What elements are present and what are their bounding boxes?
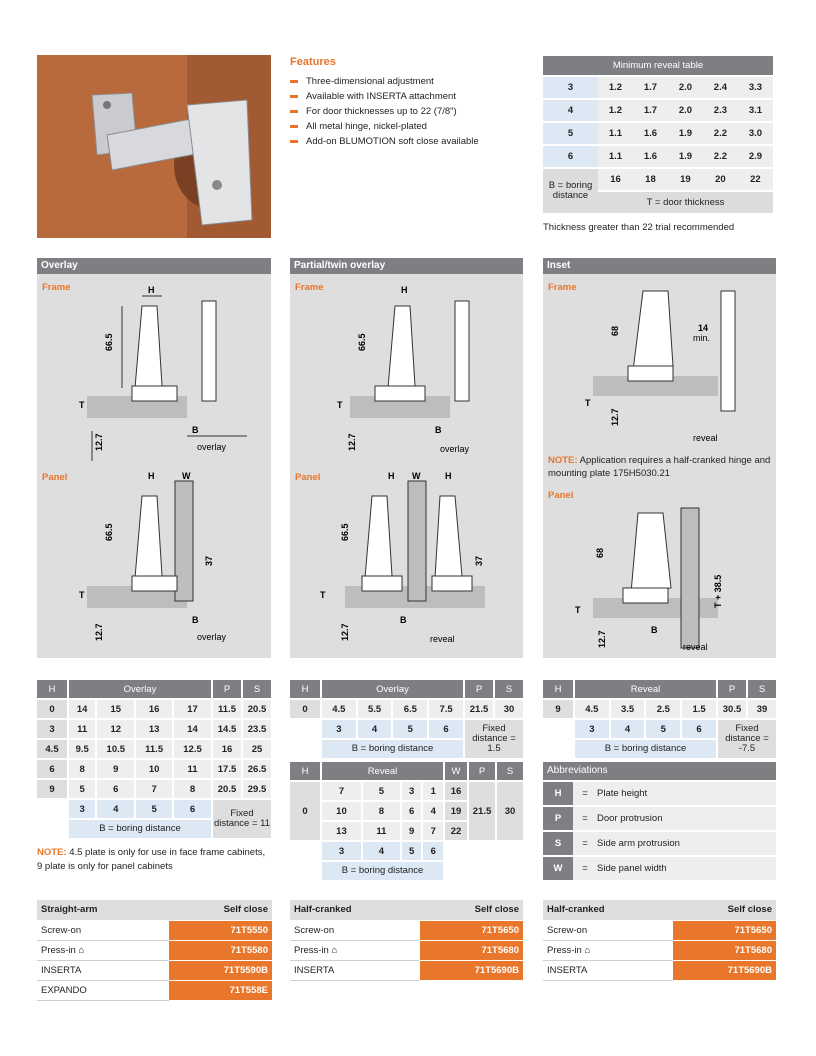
press-in-icon: ⌂ [584, 944, 591, 956]
minimum-reveal-table: Minimum reveal table 3 1.2 1.7 2.0 2.4 3.3 4 1.2 1.7 2.0 2.3 3.1 5 1.1 1.6 1.9 2.2 3.0 6 1.1 1.6 1.9 2.2 2.9 B = boring distance 16 18 19 20 22 T = door thickness [543, 56, 773, 215]
svg-text:12.7: 12.7 [347, 433, 357, 451]
straight-arm-order-table: Straight-arm Self close Screw-on 71T5550 Press-in ⌂ 71T5580 INSERTA 71T5590B EXPANDO 71T558E [37, 900, 272, 1001]
fixed-distance: Fixed distance = 1.5 [465, 720, 523, 758]
half-cranked-order-table: Half-cranked Self close Screw-on 71T5650 Press-in ⌂ 71T5680 INSERTA 71T5690B [290, 900, 523, 981]
table-row: 3 11 12 13 14 14.5 23.5 [37, 720, 271, 738]
svg-text:T: T [337, 400, 343, 410]
svg-text:reveal: reveal [683, 642, 708, 652]
svg-text:T: T [320, 590, 326, 600]
features-block [290, 56, 530, 149]
dim-127: 12.7 [94, 433, 104, 451]
svg-text:T: T [585, 398, 591, 408]
table-row: 13 11 9 7 22 [290, 822, 523, 840]
svg-text:37: 37 [474, 555, 484, 566]
abbreviation-row: P = Door protrusion [543, 807, 776, 830]
t-label: T = door thickness [598, 191, 773, 214]
inset-panel-title: Inset [543, 258, 776, 274]
svg-text:66.5: 66.5 [104, 523, 114, 541]
svg-text:reveal: reveal [693, 433, 718, 443]
inset-table: H Reveal P S 9 4.5 3.5 2.5 1.5 30.5 39 3 4 5 6 Fixed distance = -7.5 B = boring distance [541, 678, 778, 760]
feature-item: All metal hinge, nickel-plated [290, 119, 530, 134]
dim-14: 14 [698, 323, 709, 333]
b-label: B = boring distance [543, 168, 598, 214]
hinge-photo [37, 55, 271, 238]
table-row: 9 4.5 3.5 2.5 1.5 30.5 39 [543, 700, 776, 718]
svg-text:B: B [435, 425, 442, 435]
table-row: 0 7 5 3 1 16 21.5 30 [290, 782, 523, 800]
abbreviation-row: S = Side arm protrusion [543, 832, 776, 855]
svg-text:B: B [651, 625, 658, 635]
inset-frame-diagram [543, 276, 776, 456]
table-row: 0 14 15 16 17 11.5 20.5 [37, 700, 271, 718]
feature-item: Available with INSERTA attachment [290, 89, 530, 104]
fixed-distance: Fixed distance = -7.5 [718, 720, 776, 758]
dim-b: B [192, 425, 199, 435]
inset-panel: Inset Frame 68 14 min. T 12.7 reveal NOTE: Application requires a half-cranked hinge and mounting plate 175H5030.21 Panel 68 T + 38.5 T 12.7 B reveal [543, 258, 776, 658]
overlay-panel-title: Overlay [37, 258, 271, 274]
panel-label: Panel [42, 472, 68, 483]
feature-item: Add-on BLUMOTION soft close available [290, 134, 530, 149]
dim-665: 66.5 [104, 333, 114, 351]
fixed-distance: Fixed distance = 11 [213, 800, 271, 838]
dim-min: min. [693, 333, 711, 343]
partial-reveal-table: H Reveal W P S 0 7 5 3 1 16 21.5 30 10 8 6 4 19 13 11 9 7 22 3 4 5 6 B = boring distance [288, 760, 525, 882]
dim-t385: T + 38.5 [713, 574, 723, 608]
svg-text:overlay: overlay [440, 444, 470, 454]
frame-label: Frame [42, 282, 71, 293]
dim-68: 68 [610, 325, 620, 336]
dim-w: W [182, 471, 191, 481]
abbreviations-title: Abbreviations [543, 762, 776, 780]
svg-text:12.7: 12.7 [340, 623, 350, 641]
features-title: Features [290, 56, 336, 68]
overlay-frame-diagram [37, 276, 271, 466]
svg-text:B: B [192, 615, 199, 625]
svg-text:B: B [400, 615, 407, 625]
plate-note: NOTE: 4.5 plate is only for use in face frame cabinets, 9 plate is only for panel cabinets [37, 847, 266, 872]
dim-t: T [79, 400, 85, 410]
inset-note: NOTE: Application requires a half-cranked hinge and mounting plate 175H5030.21 [548, 455, 771, 479]
partial-frame-diagram [290, 276, 523, 466]
svg-text:H: H [401, 285, 408, 295]
dim-reveal: reveal [430, 634, 455, 644]
svg-text:H: H [148, 471, 155, 481]
abbreviation-row: H = Plate height [543, 782, 776, 805]
feature-item: Three-dimensional adjustment [290, 74, 530, 89]
partial-overlay-table: H Overlay P S 0 4.5 5.5 6.5 7.5 21.5 30 3 4 5 6 Fixed distance = 1.5 B = boring distance [288, 678, 525, 760]
svg-text:12.7: 12.7 [94, 623, 104, 641]
partial-panel-diagram [290, 466, 523, 656]
svg-text:H: H [388, 471, 395, 481]
feature-item: For door thicknesses up to 22 (7/8") [290, 104, 530, 119]
dim-37: 37 [204, 555, 214, 566]
table-row: 10 8 6 4 19 [290, 802, 523, 820]
partial-overlay-panel: Partial/twin overlay Frame H 66.5 T 12.7 B overlay Panel H W H 66.5 37 T 12.7 B reveal [290, 258, 523, 658]
svg-text:H: H [445, 471, 452, 481]
overlay-panel-diagram [37, 466, 271, 656]
table-row: 6 8 9 10 11 17.5 26.5 [37, 760, 271, 778]
svg-text:T: T [575, 605, 581, 615]
overlay-table: H Overlay P S 0 14 15 16 17 11.5 20.5 3 11 12 13 14 14.5 23.5 4.5 9.5 10.5 11.5 12.5 16 25 6 8 9 10 11 17.5 26.5 9 5 6 7 8 20.5 29.5 3 4 5 6 Fixed distance = 11 B = boring distance [35, 678, 273, 840]
overlay-panel [37, 258, 271, 658]
inset-panel-diagram [543, 498, 776, 658]
press-in-icon: ⌂ [331, 944, 338, 956]
svg-text:66.5: 66.5 [340, 523, 350, 541]
table-row: 4.5 9.5 10.5 11.5 12.5 16 25 [37, 740, 271, 758]
partial-panel-title: Partial/twin overlay [290, 258, 523, 274]
dim-h: H [148, 285, 155, 295]
svg-text:overlay: overlay [197, 632, 227, 642]
svg-text:68: 68 [595, 547, 605, 558]
svg-text:12.7: 12.7 [597, 630, 607, 648]
svg-text:66.5: 66.5 [357, 333, 367, 351]
abbreviation-row: W = Side panel width [543, 857, 776, 880]
press-in-icon: ⌂ [78, 944, 85, 956]
abbreviations [543, 762, 776, 880]
dim-overlay: overlay [197, 442, 227, 452]
svg-text:12.7: 12.7 [610, 408, 620, 426]
svg-text:T: T [79, 590, 85, 600]
thickness-note: Thickness greater than 22 trial recommended [543, 222, 735, 233]
table-row: 0 4.5 5.5 6.5 7.5 21.5 30 [290, 700, 523, 718]
table-row: 9 5 6 7 8 20.5 29.5 [37, 780, 271, 798]
svg-text:W: W [412, 471, 421, 481]
half-cranked-inset-order-table: Half-cranked Self close Screw-on 71T5650 Press-in ⌂ 71T5680 INSERTA 71T5690B [543, 900, 776, 981]
